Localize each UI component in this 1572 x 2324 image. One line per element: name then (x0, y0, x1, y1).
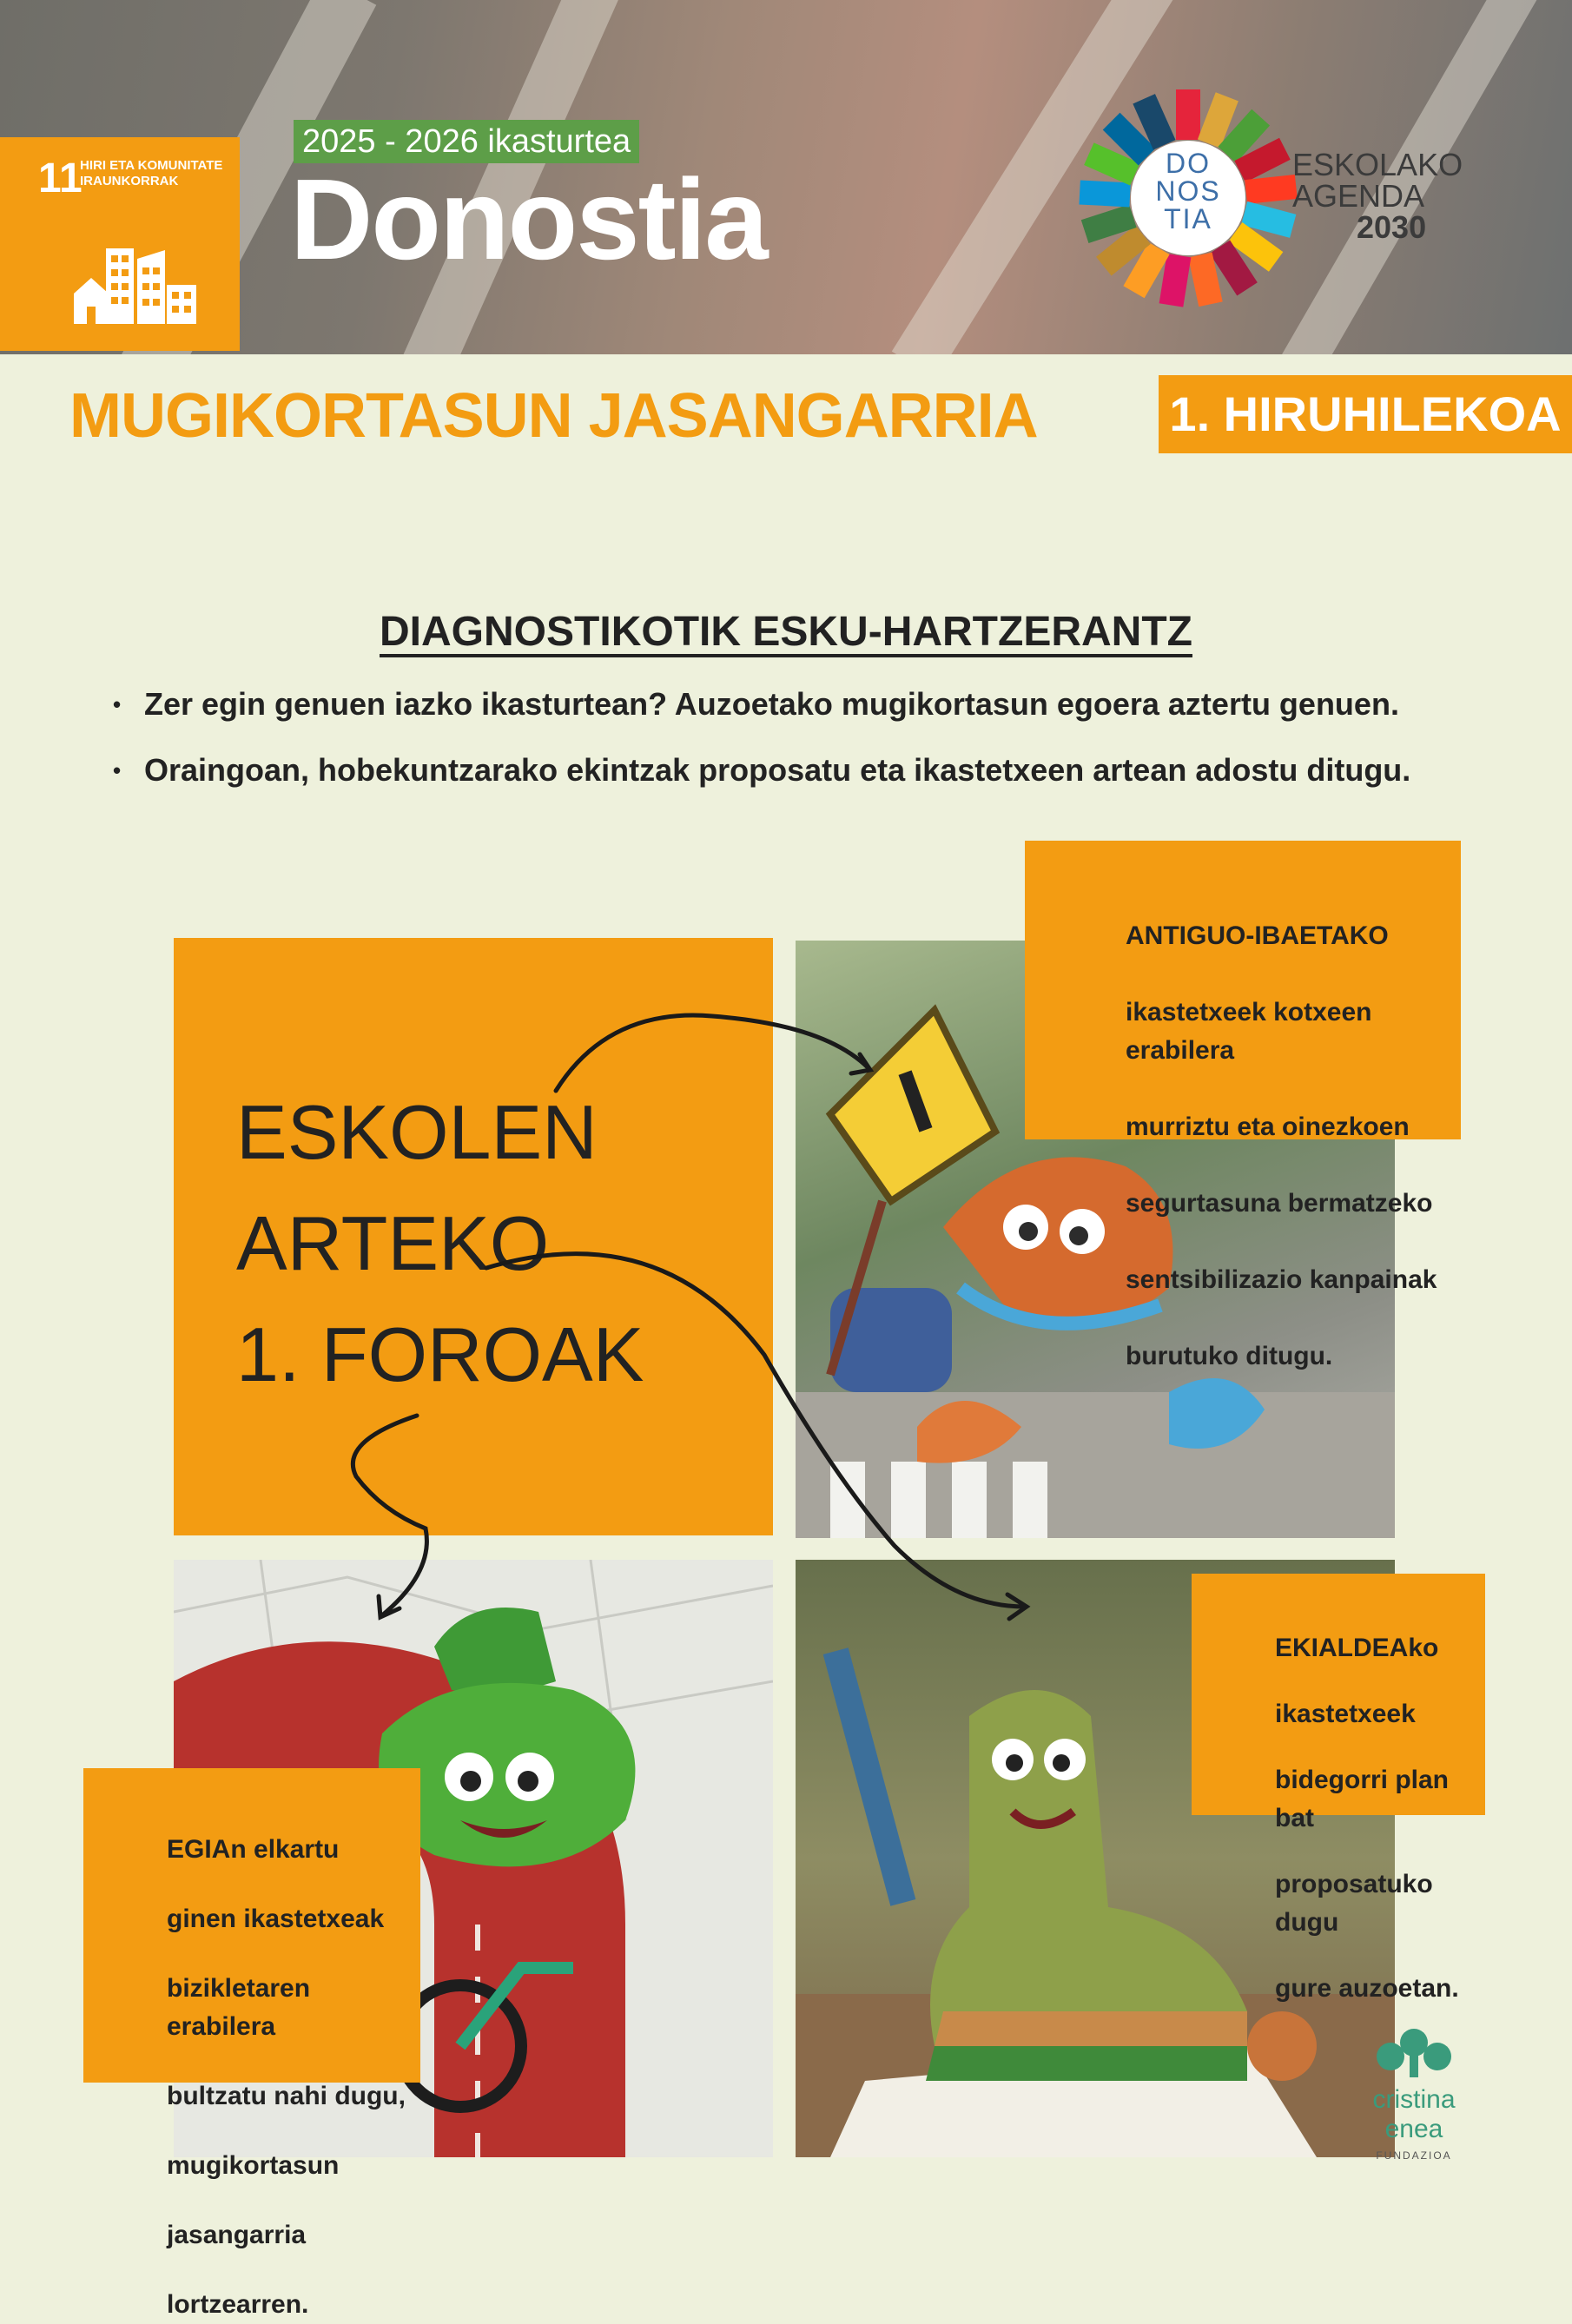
list-item: • Oraingoan, hobekuntzarako ekintzak proposatu eta ikastetxeen artean adostu ditugu. (113, 752, 1503, 789)
city-name: Donostia (290, 155, 767, 283)
logo-name-line: cristina (1372, 2085, 1456, 2114)
section-heading-text: DIAGNOSTIKOTIK ESKU-HARTZERANTZ (380, 609, 1192, 655)
arrow-to-antiguo (556, 1015, 869, 1091)
box-line: murriztu eta oinezkoen (1126, 1112, 1410, 1141)
logo-line: DO (1166, 148, 1211, 179)
list-item: • Zer egin genuen iazko ikasturtean? Auzoetako mugikortasun egoera aztertu genuen. (113, 686, 1503, 723)
box-line: ikastetxeek kotxeen erabilera (1126, 998, 1372, 1065)
logo-name-line: enea (1384, 2115, 1443, 2143)
cristina-enea-logo (1362, 2027, 1466, 2162)
arrow-to-egia (353, 1416, 426, 1615)
box-line: EGIAn elkartu (167, 1835, 340, 1864)
logo-line: TIA (1164, 203, 1212, 234)
box-line: segurtasuna bermatzeko (1126, 1189, 1433, 1218)
sdg-label: HIRI ETA KOMUNITATE IRAUNKORRAK (80, 158, 223, 188)
forum-line: 1. FOROAK (236, 1311, 644, 1397)
box-line: jasangarria (167, 2221, 307, 2249)
logo-subtitle: FUNDAZIOA (1376, 2149, 1452, 2162)
box-line: ginen ikastetxeak (167, 1905, 385, 1933)
box-line: mugikortasun (167, 2151, 340, 2180)
box-line: sentsibilizazio kanpainak (1126, 1265, 1437, 1294)
logo-line: AGENDA (1292, 178, 1425, 214)
forum-line: ESKOLEN (236, 1089, 598, 1175)
tree-logo-icon (1366, 2027, 1462, 2079)
box-line: lortzearren. (167, 2290, 309, 2319)
box-line: burutuko ditugu. (1126, 1342, 1333, 1370)
page-title: MUGIKORTASUN JASANGARRIA (69, 381, 1038, 451)
box-line: bizikletaren erabilera (167, 1974, 311, 2041)
box-line: bultzatu nahi dugu, (167, 2082, 406, 2110)
forum-line: ARTEKO (236, 1200, 550, 1286)
logo-line: ESKOLAKO (1292, 147, 1463, 182)
box-line: proposatuko dugu (1275, 1870, 1433, 1937)
term-badge: 1. HIRUHILEKOA (1159, 375, 1572, 453)
box-line: gure auzoetan. (1275, 1974, 1459, 2003)
box-line: ANTIGUO-IBAETAKO (1126, 921, 1389, 950)
logo-line: NOS (1155, 175, 1221, 207)
box-line: EKIALDEAko (1275, 1634, 1439, 1662)
sdg-number: 11 (38, 155, 83, 201)
arrow-to-ekialdea (486, 1254, 1025, 1607)
box-line: ikastetxeek (1275, 1700, 1416, 1728)
box-line: bidegorri plan bat (1275, 1766, 1450, 1832)
logo-year: 2030 (1357, 209, 1427, 245)
school-year-badge: 2025 - 2026 ikasturtea (294, 120, 639, 163)
